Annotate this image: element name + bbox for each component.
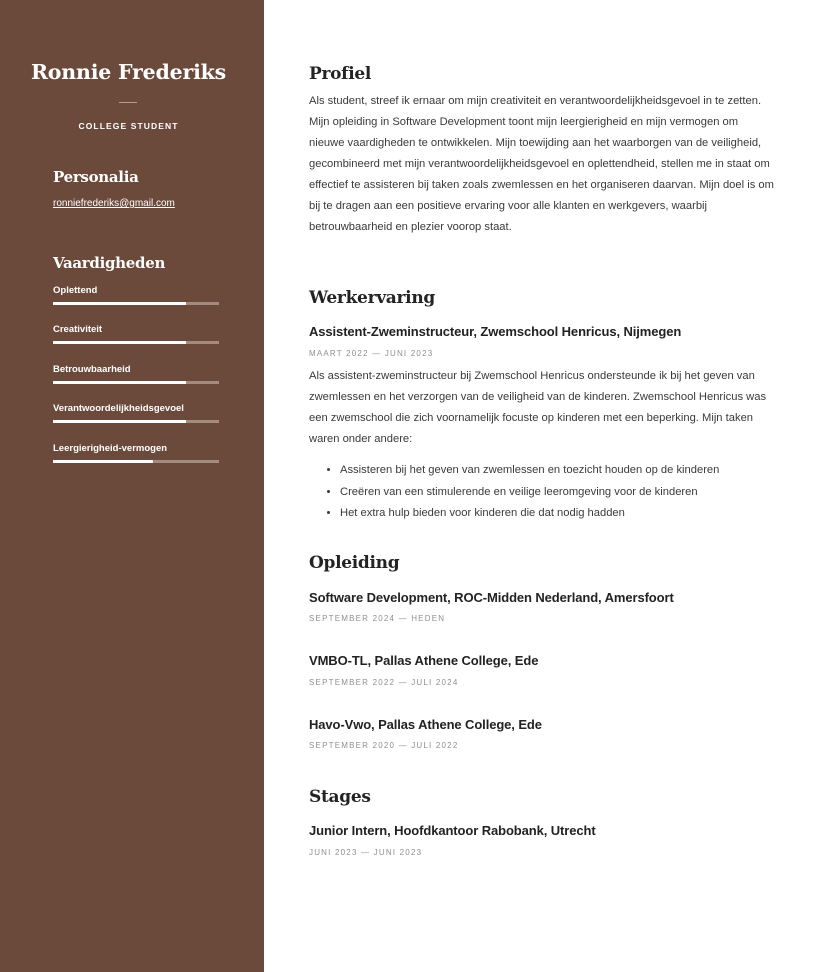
skill-label: Leergierigheid-vermogen	[53, 443, 168, 454]
skill-item	[53, 364, 219, 376]
education-dates: SEPTEMBER 2022 — JULI 2024	[309, 678, 459, 687]
skill-label: Creativiteit	[53, 324, 103, 335]
skill-item	[53, 285, 219, 297]
skill-item	[53, 403, 219, 415]
profile-text: Als student, streef ik ernaar om mijn creativiteit en verantwoordelijkheidsgevoel in te zetten. Mijn opleiding in Software Development toont mijn leergierigheid en mijn vermogen om nieuwe vaardigheden te ontwikkelen. Mijn toewijding aan het waarborgen van de veiligheid, gecombineerd met mijn verantwoordelijkheidsgevoel en oplettendheid, stellen me in staat om effectief te assisteren bij taken zoals zwemlessen en het organiseren daarvan. Mijn doel is om bij te dragen aan een positieve ervaring voor alle klanten en werkgevers, waarbij betrouwbaarheid en plezier voorop staat.	[309, 95, 774, 233]
job-description: Als assistent-zweminstructeur bij Zwemschool Henricus ondersteunde ik bij het geven van zwemlessen en het verzorgen van de veiligheid van de kinderen. Zwemschool Henricus was een zwemschool die zich voornamelijk focuste op kinderen met een beperking. Mijn taken waren onder andere:	[309, 370, 767, 445]
skill-bar	[53, 460, 219, 463]
candidate-name: Ronnie Frederiks	[30, 60, 227, 84]
skill-bar	[53, 381, 219, 384]
skill-bar-fill	[53, 460, 153, 463]
list-item: • Creëren van een stimulerende en veilige leeromgeving voor de kinderen	[340, 482, 719, 504]
email-link[interactable]: ronniefrederiks@gmail.com	[53, 198, 175, 209]
skill-label: Verantwoordelijkheidsgevoel	[53, 403, 184, 414]
job-dates: MAART 2022 — JUNI 2023	[309, 349, 434, 358]
skill-item	[53, 443, 219, 455]
skills-heading: Vaardigheden	[53, 254, 166, 272]
list-item: • Assisteren bij het geven van zwemlessen en toezicht houden op de kinderen	[340, 460, 719, 482]
skill-bar-fill	[53, 381, 186, 384]
education-dates: SEPTEMBER 2024 — HEDEN	[309, 614, 446, 623]
job-title: Assistent-Zweminstructeur, Zwemschool Henricus, Nijmegen	[309, 324, 682, 339]
personalia-heading: Personalia	[53, 168, 139, 186]
skill-bar-fill	[53, 420, 186, 423]
candidate-role: COLLEGE STUDENT	[78, 121, 179, 131]
skill-label: Oplettend	[53, 285, 98, 296]
skill-bar-fill	[53, 302, 186, 305]
internship-title: Junior Intern, Hoofdkantoor Rabobank, Utrecht	[309, 823, 596, 838]
education-dates: SEPTEMBER 2020 — JULI 2022	[309, 741, 459, 750]
education-heading: Opleiding	[309, 553, 400, 573]
skill-bar-fill	[53, 341, 186, 344]
skill-bar	[53, 420, 219, 423]
education-title: Havo-Vwo, Pallas Athene College, Ede	[309, 717, 542, 732]
internship-dates: JUNI 2023 — JUNI 2023	[309, 848, 423, 857]
profile-heading: Profiel	[309, 64, 372, 84]
name-divider	[119, 102, 137, 103]
experience-heading: Werkervaring	[309, 288, 435, 308]
skill-bar	[53, 302, 219, 305]
list-item: • Het extra hulp bieden voor kinderen die dat nodig hadden	[340, 503, 719, 525]
skill-label: Betrouwbaarheid	[53, 364, 131, 375]
skill-bar	[53, 341, 219, 344]
skill-item	[53, 324, 219, 336]
education-title: Software Development, ROC-Midden Nederland, Amersfoort	[309, 590, 674, 605]
job-task-list	[309, 460, 719, 525]
education-title: VMBO-TL, Pallas Athene College, Ede	[309, 653, 539, 668]
internships-heading: Stages	[309, 787, 371, 807]
sidebar	[0, 0, 264, 972]
